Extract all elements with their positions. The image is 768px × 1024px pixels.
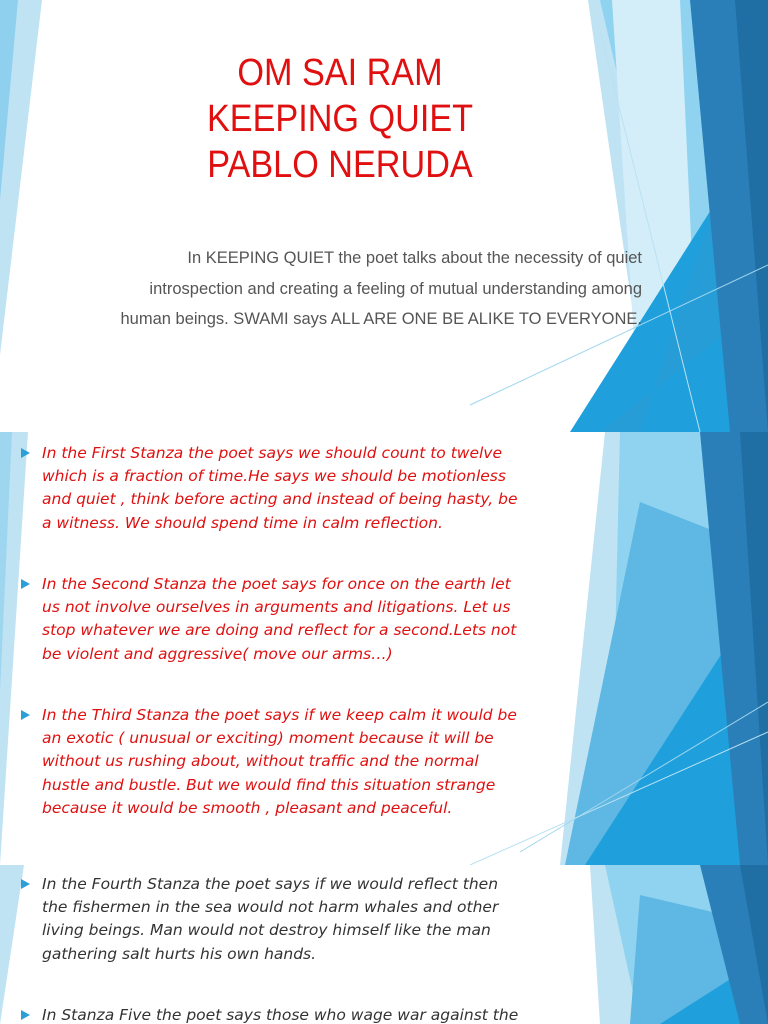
bullet-line: because it would be smooth , pleasant and peaceful.	[42, 798, 453, 817]
slide-stanzas-1-3	[0, 432, 768, 865]
bullet-line: without us rushing about, without traffic and the normal	[42, 752, 479, 771]
bullet-line: In the Fourth Stanza the poet says if we would reflect then	[42, 875, 499, 893]
intro-paragraph	[48, 243, 642, 335]
bullet-line: In the Second Stanza the poet says for once on the earth let	[42, 575, 511, 593]
triangle-bullet-icon	[21, 448, 30, 458]
bullet-line: In the First Stanza the poet says we should count to twelve	[42, 444, 503, 462]
bullet-line: which is a fraction of time.He says we should be motionless	[42, 467, 506, 486]
bullet-line: an exotic ( unusual or exciting) moment because it will be	[42, 729, 494, 748]
bullet-line: hustle and bustle. But we would find this situation strange	[42, 775, 496, 794]
slide-stanzas-4-5	[0, 865, 768, 1024]
slide-title-text	[0, 50, 680, 188]
list-item	[18, 1004, 588, 1024]
bullet-text	[42, 442, 582, 535]
bullet-line: and quiet , think before acting and instead of being hasty, be	[42, 490, 518, 509]
title-line: OM SAI RAM	[237, 52, 443, 94]
intro-line: human beings. SWAMI says ALL ARE ONE BE ALIKE TO EVERYONE.	[120, 310, 642, 328]
triangle-bullet-icon	[21, 710, 30, 720]
title-line: KEEPING QUIET	[206, 98, 474, 140]
bullet-line: a witness. We should spend time in calm reflection.	[42, 513, 443, 532]
triangle-bullet-icon	[21, 579, 30, 589]
bullet-text	[42, 704, 582, 820]
title-line: PABLO NERUDA	[207, 144, 473, 186]
bullet-line: us not involve ourselves in arguments and litigations. Let us	[42, 598, 511, 617]
intro-line: introspection and creating a feeling of mutual understanding among	[149, 279, 642, 298]
bullet-text	[42, 1004, 582, 1024]
bullet-line: living beings. Man would not destroy himself like the man	[42, 921, 491, 940]
list-item	[18, 573, 588, 666]
bullet-line: In Stanza Five the poet says those who wage war against the	[42, 1006, 519, 1024]
list-item	[18, 704, 588, 820]
bullet-line: the fishermen in the sea would not harm whales and other	[42, 898, 499, 917]
bullet-line: stop whatever we are doing and reflect for a second.Lets not	[42, 621, 517, 640]
intro-line: In KEEPING QUIET the poet talks about the necessity of quiet	[187, 249, 642, 267]
list-item	[18, 873, 588, 966]
triangle-bullet-icon	[21, 879, 30, 889]
bullet-text	[42, 573, 582, 666]
bullet-line: gathering salt hurts his own hands.	[42, 944, 317, 963]
bullet-text	[42, 873, 582, 966]
triangle-bullet-icon	[21, 1010, 30, 1020]
bullet-line: be violent and aggressive( move our arms…)	[42, 644, 393, 663]
bullet-line: In the Third Stanza the poet says if we keep calm it would be	[42, 706, 517, 724]
list-item	[18, 442, 588, 535]
slide-title	[0, 0, 768, 432]
